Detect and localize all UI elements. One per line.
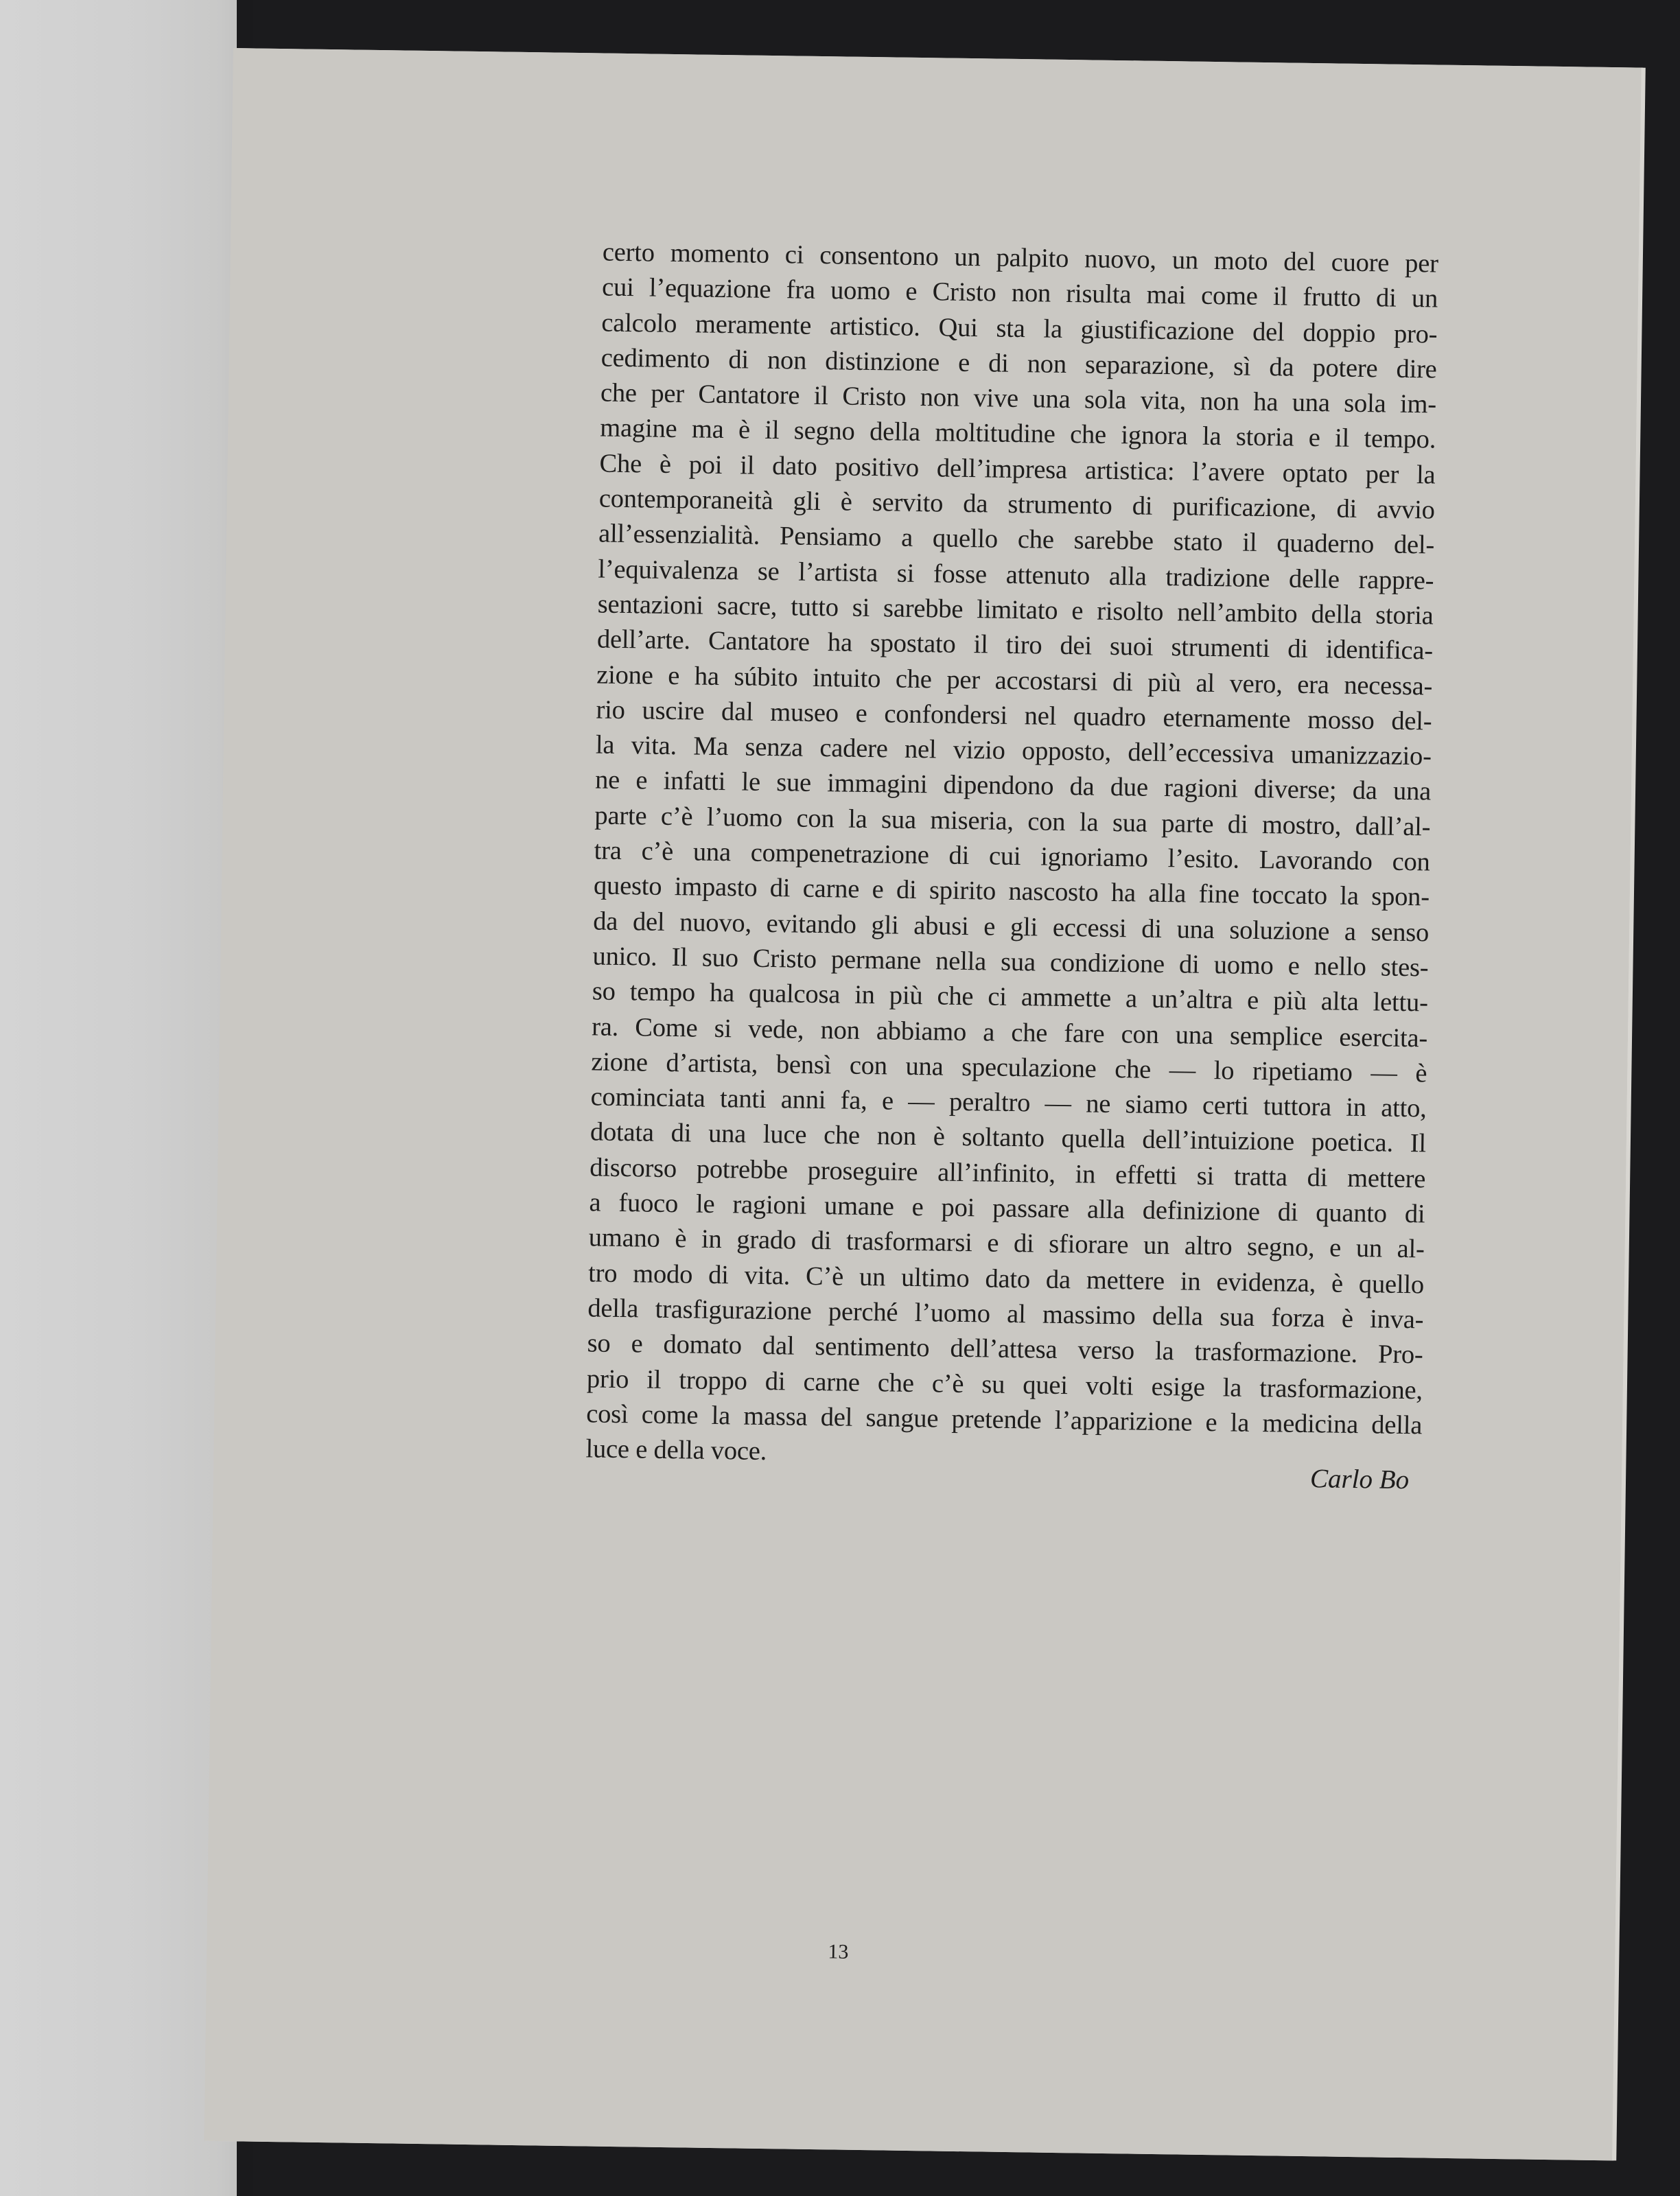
text-line: l’equivalenza se l’artista si fosse attenuto alla tradizione delle rappre- [598, 554, 1434, 596]
text-line: certo momento ci consentono un palpito nuovo, un moto del cuore per [602, 237, 1439, 279]
text-line: zione e ha súbito intuito che per accostarsi di più al vero, era necessa- [596, 660, 1433, 701]
text-line: discorso potrebbe proseguire all’infinito, in effetti si tratta di mettere [589, 1153, 1426, 1194]
text-line: tra c’è una compenetrazione di cui ignoriamo l’esito. Lavorando con [594, 836, 1430, 877]
text-line: cedimento di non distinzione e di non separazione, sì da potere dire [600, 343, 1437, 384]
text-line: prio il troppo di carne che c’è su quei volti esige la trasformazione, [586, 1364, 1423, 1405]
text-line: dotata di una luce che non è soltanto quella dell’intuizione poetica. Il [590, 1117, 1427, 1158]
text-line: tro modo di vita. C’è un ultimo dato da mettere in evidenza, è quello [587, 1259, 1425, 1300]
text-line: so e domato dal sentimento dell’attesa verso la trasformazione. Pro- [587, 1329, 1423, 1370]
text-line: luce e della voce. [585, 1434, 767, 1467]
text-line: questo impasto di carne e di spirito nascosto ha alla fine toccato la spon- [593, 871, 1430, 912]
text-line: parte c’è l’uomo con la sua miseria, con la sua parte di mostro, dall’al- [594, 801, 1431, 842]
text-line: all’essenzialità. Pensiamo a quello che sarebbe stato il quaderno del- [598, 519, 1435, 560]
text-line: unico. Il suo Cristo permane nella sua condizione di uomo e nello stes- [592, 942, 1429, 983]
text-line: cominciata tanti anni fa, e — peraltro — ne siamo certi tuttora in atto, [590, 1082, 1427, 1123]
text-line: sentazioni sacre, tutto si sarebbe limitato e risolto nell’ambito della storia [597, 589, 1434, 631]
text-line: contemporaneità gli è servito da strumento di purificazione, di avvio [598, 484, 1436, 525]
author-signature: Carlo Bo [1309, 1464, 1410, 1495]
text-line: che per Cantatore il Cristo non vive una sola vita, non ha una sola im- [600, 378, 1437, 419]
text-line: da del nuovo, evitando gli abusi e gli eccessi di una soluzione a senso [592, 907, 1430, 948]
text-line: dell’arte. Cantatore ha spostato il tiro dei suoi strumenti di identifica- [596, 624, 1434, 666]
page-number: 13 [828, 1940, 849, 1963]
text-line: magine ma è il segno della moltitudine che ignora la storia e il tempo. [600, 414, 1436, 455]
text-line: a fuoco le ragioni umane e poi passare alla definizione di quanto di [589, 1188, 1425, 1229]
text-line: Che è poi il dato positivo dell’impresa artistica: l’avere optato per la [599, 449, 1436, 490]
text-line: la vita. Ma senza cadere nel vizio opposto, dell’eccessiva umanizzazio- [595, 730, 1432, 771]
text-line: ra. Come si vede, non abbiamo a che fare con una semplice esercita- [591, 1012, 1428, 1053]
text-line: so tempo ha qualcosa in più che ci ammette a un’altra e più alta lettu- [592, 977, 1429, 1018]
left-page [0, 0, 237, 2196]
text-line: calcolo meramente artistico. Qui sta la giustificazione del doppio pro- [601, 308, 1438, 349]
text-line: rio uscire dal museo e confondersi nel quadro eternamente mosso del- [596, 695, 1432, 736]
text-line: zione d’artista, bensì con una speculazione che — lo ripetiamo — è [591, 1047, 1427, 1088]
body-text [585, 235, 1438, 1479]
text-line: così come la massa del sangue pretende l’apparizione e la medicina della [585, 1399, 1423, 1440]
right-page [204, 48, 1641, 2160]
text-line: umano è in grado di trasformarsi e di sfiorare un altro segno, e un al- [588, 1223, 1425, 1264]
text-line: della trasfigurazione perché l’uomo al massimo della sua forza è inva- [587, 1294, 1424, 1335]
text-line: cui l’equazione fra uomo e Cristo non risulta mai come il frutto di un [601, 272, 1438, 314]
text-line: ne e infatti le sue immagini dipendono da due ragioni diverse; da una [594, 765, 1432, 806]
